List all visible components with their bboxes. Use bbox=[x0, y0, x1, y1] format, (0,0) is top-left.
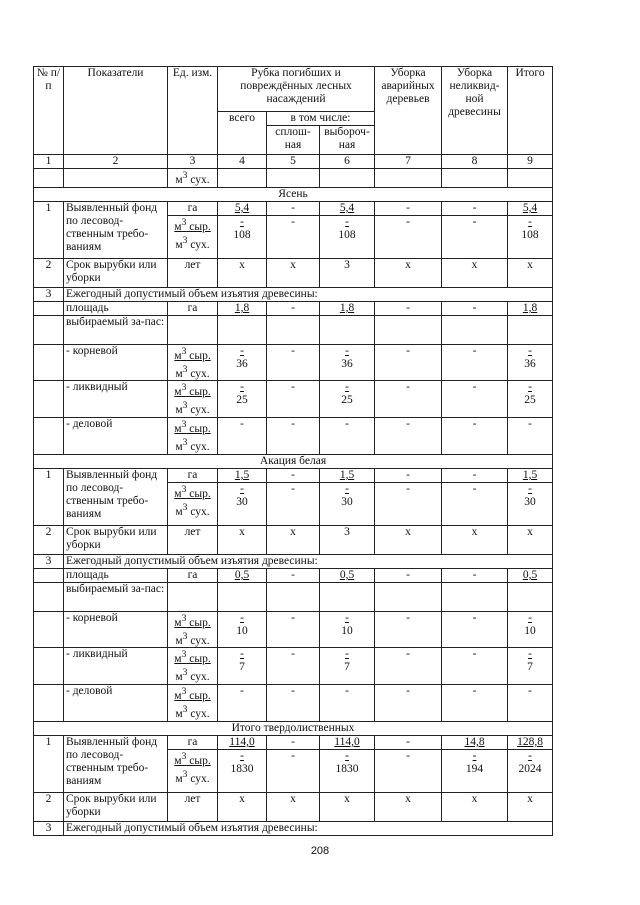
value-cell: х bbox=[218, 258, 267, 287]
value-cell: - bbox=[508, 418, 553, 455]
value-cell: - 25 bbox=[508, 381, 553, 418]
value-cell: - 36 bbox=[218, 344, 267, 381]
header-col-emergency: Уборка аварийных деревьев bbox=[375, 67, 442, 155]
value-cell: - bbox=[267, 482, 320, 525]
value-cell: - bbox=[375, 201, 442, 215]
row-label: Выявленный фонд по лесовод-ственным требо-ваниям bbox=[64, 201, 168, 258]
unit-raw: $м^3$ сыр. bbox=[174, 419, 211, 435]
table-row bbox=[34, 554, 553, 568]
value-cell: - bbox=[442, 301, 508, 315]
value-cell: 5,4 bbox=[320, 201, 375, 215]
table-row bbox=[34, 201, 553, 215]
value-cell: - bbox=[508, 685, 553, 722]
value-cell: х bbox=[508, 258, 553, 287]
section-title: Акация белая bbox=[34, 454, 553, 468]
table-row bbox=[34, 287, 553, 301]
table-row bbox=[34, 735, 553, 749]
table-cell bbox=[267, 315, 320, 344]
table-cell bbox=[64, 169, 168, 188]
value-cell: - bbox=[267, 685, 320, 722]
table-cell bbox=[218, 582, 267, 611]
value-cell: - bbox=[375, 215, 442, 258]
row-number: 1 bbox=[34, 201, 64, 258]
header-row bbox=[34, 67, 553, 112]
value-cell: - 36 bbox=[508, 344, 553, 381]
row-label: Ежегодный допустимый объем изъятия древесины: bbox=[64, 821, 553, 835]
value-cell: х bbox=[320, 792, 375, 821]
value-cell: х bbox=[267, 258, 320, 287]
value-cell: 128,8 bbox=[508, 735, 553, 749]
value-cell: 114,0 bbox=[218, 735, 267, 749]
value-cell: - 7 bbox=[508, 648, 553, 685]
value-cell: - bbox=[267, 735, 320, 749]
table-cell bbox=[34, 301, 64, 315]
table-cell bbox=[34, 418, 64, 455]
table-row bbox=[34, 525, 553, 554]
value-cell: 1,5 bbox=[218, 468, 267, 482]
value-cell: - bbox=[375, 344, 442, 381]
section-title: Итого твердолиственных bbox=[34, 721, 553, 735]
unit-cell: га bbox=[168, 301, 218, 315]
row-label: - корневой bbox=[64, 611, 168, 648]
value-cell: - 108 bbox=[320, 215, 375, 258]
value-cell: х bbox=[375, 792, 442, 821]
value-cell: 3 bbox=[320, 258, 375, 287]
unit-cell: $м^3$ сыр. $м^3$ сух. bbox=[168, 482, 218, 525]
value-cell: - 30 bbox=[218, 482, 267, 525]
table-cell bbox=[218, 315, 267, 344]
table-cell bbox=[442, 315, 508, 344]
value-cell: - 10 bbox=[218, 611, 267, 648]
column-number: 3 bbox=[168, 155, 218, 169]
table-row bbox=[34, 648, 553, 685]
row-label: - ликвидный bbox=[64, 381, 168, 418]
table-cell bbox=[168, 315, 218, 344]
value-cell: 1,8 bbox=[508, 301, 553, 315]
column-number: 2 bbox=[64, 155, 168, 169]
value-cell: - 25 bbox=[320, 381, 375, 418]
header-including: в том числе: bbox=[267, 112, 375, 126]
value-cell: - bbox=[442, 685, 508, 722]
value-cell: 1,8 bbox=[320, 301, 375, 315]
unit-raw: $м^3$ сыр. bbox=[174, 216, 211, 233]
table-row bbox=[34, 418, 553, 455]
table-cell bbox=[218, 169, 267, 188]
header-col-illiquid: Уборка неликвид-ной древесины bbox=[442, 67, 508, 155]
table-cell bbox=[508, 315, 553, 344]
unit-raw: $м^3$ сыр. bbox=[174, 345, 211, 362]
table-row bbox=[34, 381, 553, 418]
table-cell bbox=[34, 611, 64, 648]
value-cell: - bbox=[375, 381, 442, 418]
value-cell: - 30 bbox=[508, 482, 553, 525]
row-label: выбираемый за-пас: bbox=[64, 582, 168, 611]
value-cell: - bbox=[442, 482, 508, 525]
row-label: площадь bbox=[64, 301, 168, 315]
row-label: выбираемый за-пас: bbox=[64, 315, 168, 344]
table-cell bbox=[320, 169, 375, 188]
value-cell: х bbox=[375, 525, 442, 554]
value-cell: - 30 bbox=[320, 482, 375, 525]
table-cell bbox=[375, 315, 442, 344]
header-col-all: всего bbox=[218, 112, 267, 155]
value-cell: - 7 bbox=[218, 648, 267, 685]
forest-harvest-table bbox=[33, 66, 553, 836]
value-cell: - bbox=[442, 418, 508, 455]
column-number: 4 bbox=[218, 155, 267, 169]
table-cell bbox=[320, 315, 375, 344]
value-cell: - 25 bbox=[218, 381, 267, 418]
table-row bbox=[34, 582, 553, 611]
value-cell: - bbox=[267, 201, 320, 215]
unit-cell: $м^3$ сыр. $м^3$ сух. bbox=[168, 344, 218, 381]
value-cell: - 108 bbox=[508, 215, 553, 258]
row-label: - деловой bbox=[64, 685, 168, 722]
section-title: Ясень bbox=[34, 187, 553, 201]
value-cell: 1,5 bbox=[508, 468, 553, 482]
value-cell: - bbox=[375, 418, 442, 455]
value-cell: х bbox=[218, 525, 267, 554]
table-cell bbox=[34, 169, 64, 188]
value-cell: - bbox=[442, 344, 508, 381]
table-cell bbox=[168, 582, 218, 611]
row-label: Ежегодный допустимый объем изъятия древесины: bbox=[64, 554, 553, 568]
unit-cell: $м^3$ сыр. $м^3$ сух. bbox=[168, 749, 218, 792]
value-cell: - 36 bbox=[320, 344, 375, 381]
row-number: 1 bbox=[34, 735, 64, 792]
unit-cell: га bbox=[168, 201, 218, 215]
value-cell: - bbox=[267, 611, 320, 648]
row-label: Выявленный фонд по лесовод-ственным требо-ваниям bbox=[64, 735, 168, 792]
value-cell: - bbox=[267, 749, 320, 792]
column-numbers-row bbox=[34, 155, 553, 169]
value-cell: - 10 bbox=[508, 611, 553, 648]
value-cell: - bbox=[267, 468, 320, 482]
value-cell: 0,5 bbox=[218, 568, 267, 582]
value-cell: - bbox=[442, 611, 508, 648]
header-col-clear: сплош-ная bbox=[267, 126, 320, 155]
column-number: 5 bbox=[267, 155, 320, 169]
value-cell: 114,0 bbox=[320, 735, 375, 749]
table-cell bbox=[34, 344, 64, 381]
table-row bbox=[34, 611, 553, 648]
value-cell: - bbox=[218, 685, 267, 722]
row-label: Выявленный фонд по лесовод-ственным требо-ваниям bbox=[64, 468, 168, 525]
table-cell bbox=[34, 381, 64, 418]
row-number: 2 bbox=[34, 525, 64, 554]
table-row bbox=[34, 468, 553, 482]
value-cell: - bbox=[320, 418, 375, 455]
value-cell: 5,4 bbox=[218, 201, 267, 215]
value-cell: - bbox=[442, 468, 508, 482]
table-row bbox=[34, 821, 553, 835]
header-col-number: № п/п bbox=[34, 67, 64, 155]
value-cell: 14,8 bbox=[442, 735, 508, 749]
value-cell: 1,8 bbox=[218, 301, 267, 315]
value-cell: - bbox=[442, 648, 508, 685]
value-cell: - bbox=[267, 215, 320, 258]
table-cell bbox=[442, 582, 508, 611]
unit-cell: $м^3$ сух. bbox=[168, 169, 218, 188]
unit-cell: $м^3$ сыр. $м^3$ сух. bbox=[168, 648, 218, 685]
value-cell: х bbox=[508, 792, 553, 821]
value-cell: - 7 bbox=[320, 648, 375, 685]
unit-cell: $м^3$ сыр. $м^3$ сух. bbox=[168, 418, 218, 455]
value-cell: - 2024 bbox=[508, 749, 553, 792]
header-group-felling: Рубка погибших и повреждённых лесных насаждений bbox=[218, 67, 375, 112]
page-number: 208 bbox=[310, 845, 330, 857]
value-cell: - bbox=[320, 685, 375, 722]
table-cell bbox=[267, 582, 320, 611]
table-cell bbox=[267, 169, 320, 188]
value-cell: - 194 bbox=[442, 749, 508, 792]
table-cell bbox=[34, 315, 64, 344]
unit-raw: $м^3$ сыр. bbox=[174, 686, 211, 702]
unit-row bbox=[34, 169, 553, 188]
value-cell: х bbox=[218, 792, 267, 821]
table-cell bbox=[508, 169, 553, 188]
value-cell: - bbox=[442, 201, 508, 215]
row-label: - корневой bbox=[64, 344, 168, 381]
header-col-unit: Ед. изм. bbox=[168, 67, 218, 155]
value-cell: х bbox=[508, 525, 553, 554]
value-cell: - bbox=[375, 685, 442, 722]
table-cell bbox=[34, 685, 64, 722]
table-row bbox=[34, 344, 553, 381]
column-number: 8 bbox=[442, 155, 508, 169]
unit-raw: $м^3$ сыр. bbox=[174, 612, 211, 629]
table-cell bbox=[375, 582, 442, 611]
value-cell: х bbox=[442, 525, 508, 554]
column-number: 6 bbox=[320, 155, 375, 169]
row-label: - ликвидный bbox=[64, 648, 168, 685]
row-label: Срок вырубки или уборки bbox=[64, 525, 168, 554]
table-row bbox=[34, 685, 553, 722]
unit-raw: $м^3$ сыр. bbox=[174, 750, 211, 767]
table-cell bbox=[508, 582, 553, 611]
value-cell: - bbox=[267, 381, 320, 418]
value-cell: - bbox=[442, 568, 508, 582]
table-row bbox=[34, 301, 553, 315]
unit-cell: $м^3$ сыр. $м^3$ сух. bbox=[168, 611, 218, 648]
row-number: 1 bbox=[34, 468, 64, 525]
column-number: 1 bbox=[34, 155, 64, 169]
value-cell: 3 bbox=[320, 525, 375, 554]
value-cell: - bbox=[442, 381, 508, 418]
value-cell: - 10 bbox=[320, 611, 375, 648]
value-cell: - 1830 bbox=[218, 749, 267, 792]
row-number: 3 bbox=[34, 821, 64, 835]
unit-cell: $м^3$ сыр. $м^3$ сух. bbox=[168, 215, 218, 258]
section-row bbox=[34, 721, 553, 735]
value-cell: х bbox=[442, 258, 508, 287]
unit-cell: $м^3$ сыр. $м^3$ сух. bbox=[168, 381, 218, 418]
table-row bbox=[34, 568, 553, 582]
table-row bbox=[34, 315, 553, 344]
value-cell: - bbox=[375, 749, 442, 792]
unit-raw: $м^3$ сыр. bbox=[174, 483, 211, 500]
table-cell bbox=[34, 568, 64, 582]
value-cell: х bbox=[267, 525, 320, 554]
table-row bbox=[34, 258, 553, 287]
table-cell bbox=[34, 582, 64, 611]
table-row bbox=[34, 792, 553, 821]
value-cell: - bbox=[375, 611, 442, 648]
table-cell bbox=[34, 648, 64, 685]
value-cell: - bbox=[267, 344, 320, 381]
row-number: 3 bbox=[34, 287, 64, 301]
value-cell: - bbox=[218, 418, 267, 455]
table-cell bbox=[375, 169, 442, 188]
value-cell: - bbox=[267, 418, 320, 455]
value-cell: - bbox=[375, 301, 442, 315]
value-cell: - bbox=[267, 568, 320, 582]
unit-raw: $м^3$ сыр. bbox=[174, 382, 211, 399]
value-cell: - bbox=[442, 215, 508, 258]
unit-cell: лет bbox=[168, 525, 218, 554]
value-cell: - bbox=[375, 568, 442, 582]
header-col-indicators: Показатели bbox=[64, 67, 168, 155]
unit-cell: $м^3$ сыр. $м^3$ сух. bbox=[168, 685, 218, 722]
unit-cell: га bbox=[168, 735, 218, 749]
unit-cell: лет bbox=[168, 258, 218, 287]
unit-cell: га bbox=[168, 468, 218, 482]
row-label: - деловой bbox=[64, 418, 168, 455]
table-cell bbox=[442, 169, 508, 188]
section-row bbox=[34, 187, 553, 201]
row-number: 2 bbox=[34, 792, 64, 821]
value-cell: - 108 bbox=[218, 215, 267, 258]
value-cell: - bbox=[267, 301, 320, 315]
value-cell: - bbox=[375, 648, 442, 685]
column-number: 7 bbox=[375, 155, 442, 169]
section-row bbox=[34, 454, 553, 468]
column-number: 9 bbox=[508, 155, 553, 169]
value-cell: 0,5 bbox=[508, 568, 553, 582]
header-col-total: Итого bbox=[508, 67, 553, 155]
value-cell: - 1830 bbox=[320, 749, 375, 792]
value-cell: 1,5 bbox=[320, 468, 375, 482]
value-cell: - bbox=[267, 648, 320, 685]
row-label: Срок вырубки или уборки bbox=[64, 258, 168, 287]
value-cell: 5,4 bbox=[508, 201, 553, 215]
value-cell: - bbox=[375, 735, 442, 749]
header-col-selective: выбороч-ная bbox=[320, 126, 375, 155]
row-label: Ежегодный допустимый объем изъятия древесины: bbox=[64, 287, 553, 301]
unit-cell: лет bbox=[168, 792, 218, 821]
row-label: Срок вырубки или уборки bbox=[64, 792, 168, 821]
value-cell: 0,5 bbox=[320, 568, 375, 582]
value-cell: - bbox=[375, 482, 442, 525]
unit-raw: $м^3$ сыр. bbox=[174, 649, 211, 666]
row-number: 3 bbox=[34, 554, 64, 568]
table-cell bbox=[320, 582, 375, 611]
value-cell: х bbox=[442, 792, 508, 821]
value-cell: х bbox=[267, 792, 320, 821]
value-cell: - bbox=[375, 468, 442, 482]
row-number: 2 bbox=[34, 258, 64, 287]
unit-cell: га bbox=[168, 568, 218, 582]
value-cell: х bbox=[375, 258, 442, 287]
row-label: площадь bbox=[64, 568, 168, 582]
